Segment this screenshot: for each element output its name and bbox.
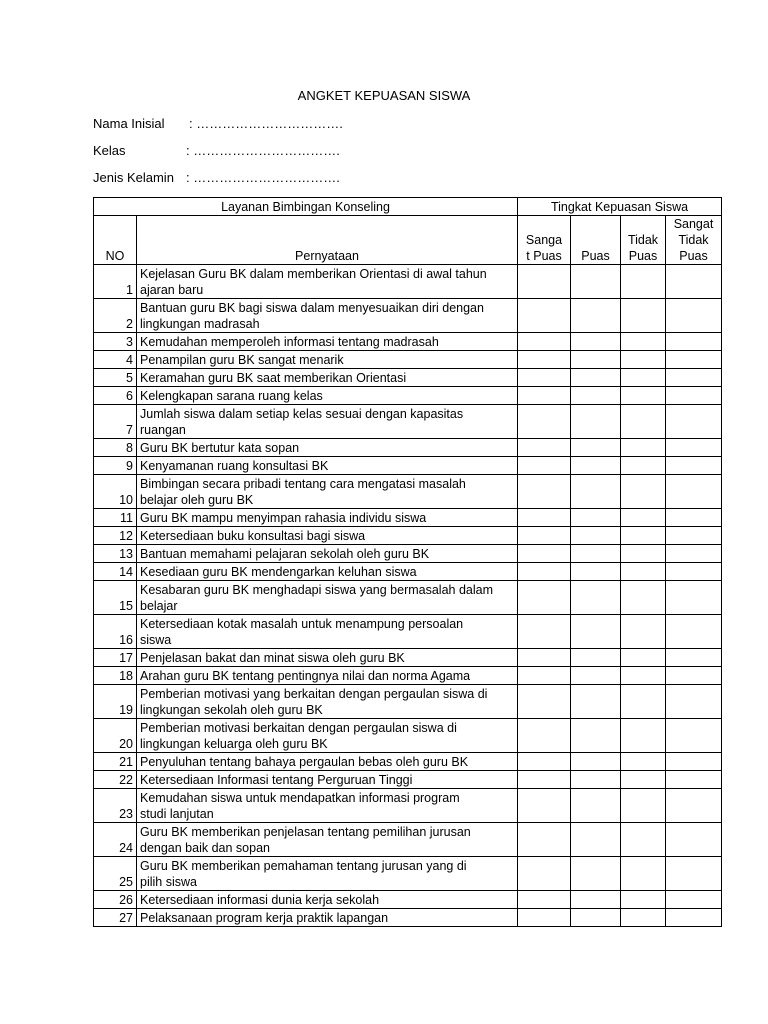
statement-line: Jumlah siswa dalam setiap kelas sesuai dengan kapasitas <box>140 407 464 421</box>
rating-cell-sangat-tidak-puas[interactable] <box>666 265 722 299</box>
table-row <box>94 475 722 509</box>
rating-cell-sangat-tidak-puas[interactable] <box>666 649 722 667</box>
rating-cell-sangat-tidak-puas[interactable] <box>666 439 722 457</box>
statement-line: Kejelasan Guru BK dalam memberikan Orientasi di awal tahun <box>140 267 487 281</box>
rating-cell-tidak-puas[interactable] <box>621 823 666 857</box>
row-number: 11 <box>94 509 137 527</box>
table-row <box>94 823 722 857</box>
rating-cell-sangat-puas[interactable] <box>518 615 571 649</box>
rating-cell-puas[interactable] <box>571 333 621 351</box>
statement-line: Pemberian motivasi berkaitan dengan pergaulan siswa di <box>140 721 457 735</box>
row-number: 9 <box>94 457 137 475</box>
row-number: 19 <box>94 685 137 719</box>
header-tidak-puas <box>621 216 666 265</box>
table-row <box>94 457 722 475</box>
table-row <box>94 615 722 649</box>
statement-cell <box>137 351 518 369</box>
field-blank[interactable]: : ……………………………. <box>189 116 343 131</box>
row-number: 22 <box>94 771 137 789</box>
statement-line: ajaran baru <box>140 283 204 297</box>
rating-cell-puas[interactable] <box>571 719 621 753</box>
statement-line: lingkungan keluarga oleh guru BK <box>140 737 328 751</box>
rating-cell-tidak-puas[interactable] <box>621 509 666 527</box>
rating-cell-sangat-tidak-puas[interactable] <box>666 369 722 387</box>
rating-cell-tidak-puas[interactable] <box>621 909 666 927</box>
rating-cell-sangat-tidak-puas[interactable] <box>666 667 722 685</box>
statement-line: siswa <box>140 633 172 647</box>
statement-cell <box>137 545 518 563</box>
statement-line: Kesabaran guru BK menghadapi siswa yang bermasalah dalam <box>140 583 493 597</box>
statement-line: Kemudahan memperoleh informasi tentang madrasah <box>140 335 439 349</box>
rating-cell-tidak-puas[interactable] <box>621 719 666 753</box>
header-line: Sangat <box>673 217 714 231</box>
table-row <box>94 439 722 457</box>
statement-cell <box>137 299 518 333</box>
statement-line: Ketersediaan Informasi tentang Perguruan Tinggi <box>140 773 413 787</box>
header-group-row <box>94 198 722 216</box>
rating-cell-sangat-puas[interactable] <box>518 771 571 789</box>
statement-line: lingkungan madrasah <box>140 317 260 331</box>
field-jenis-kelamin <box>93 170 340 185</box>
row-number: 8 <box>94 439 137 457</box>
rating-cell-sangat-puas[interactable] <box>518 649 571 667</box>
header-no: NO <box>94 216 137 265</box>
rating-cell-sangat-tidak-puas[interactable] <box>666 351 722 369</box>
rating-cell-sangat-tidak-puas[interactable] <box>666 457 722 475</box>
row-number: 20 <box>94 719 137 753</box>
rating-cell-sangat-puas[interactable] <box>518 545 571 563</box>
row-number: 27 <box>94 909 137 927</box>
statement-line: Penampilan guru BK sangat menarik <box>140 353 344 367</box>
row-number: 6 <box>94 387 137 405</box>
rating-cell-puas[interactable] <box>571 789 621 823</box>
statement-line: Keramahan guru BK saat memberikan Orientasi <box>140 371 407 385</box>
rating-cell-tidak-puas[interactable] <box>621 351 666 369</box>
row-number: 24 <box>94 823 137 857</box>
rating-cell-sangat-puas[interactable] <box>518 405 571 439</box>
rating-cell-sangat-tidak-puas[interactable] <box>666 909 722 927</box>
statement-line: Bantuan memahami pelajaran sekolah oleh guru BK <box>140 547 430 561</box>
statement-cell <box>137 563 518 581</box>
rating-cell-tidak-puas[interactable] <box>621 405 666 439</box>
rating-cell-tidak-puas[interactable] <box>621 649 666 667</box>
statement-line: Pemberian motivasi yang berkaitan dengan pergaulan siswa di <box>140 687 488 701</box>
table-row <box>94 545 722 563</box>
rating-cell-puas[interactable] <box>571 909 621 927</box>
row-number: 18 <box>94 667 137 685</box>
statement-cell <box>137 771 518 789</box>
header-line: t Puas <box>526 249 562 263</box>
table-row <box>94 719 722 753</box>
statement-line: Guru BK memberikan penjelasan tentang pemilihan jurusan <box>140 825 471 839</box>
rating-cell-puas[interactable] <box>571 351 621 369</box>
statement-cell <box>137 685 518 719</box>
rating-cell-puas[interactable] <box>571 545 621 563</box>
statement-cell <box>137 509 518 527</box>
statement-cell <box>137 369 518 387</box>
rating-cell-sangat-puas[interactable] <box>518 527 571 545</box>
rating-cell-tidak-puas[interactable] <box>621 265 666 299</box>
statement-line: ruangan <box>140 423 186 437</box>
row-number: 3 <box>94 333 137 351</box>
table-row <box>94 333 722 351</box>
rating-cell-tidak-puas[interactable] <box>621 333 666 351</box>
statement-line: studi lanjutan <box>140 807 214 821</box>
statement-line: Bimbingan secara pribadi tentang cara mengatasi masalah <box>140 477 466 491</box>
table-row <box>94 789 722 823</box>
rating-cell-tidak-puas[interactable] <box>621 771 666 789</box>
table-row <box>94 509 722 527</box>
field-nama-inisial <box>93 116 343 131</box>
rating-cell-tidak-puas[interactable] <box>621 581 666 615</box>
rating-cell-tidak-puas[interactable] <box>621 891 666 909</box>
rating-cell-sangat-tidak-puas[interactable] <box>666 789 722 823</box>
statement-line: belajar <box>140 599 178 613</box>
header-line: Sanga <box>525 233 563 247</box>
statement-line: Kenyamanan ruang konsultasi BK <box>140 459 329 473</box>
rating-cell-sangat-tidak-puas[interactable] <box>666 685 722 719</box>
row-number: 7 <box>94 405 137 439</box>
rating-cell-sangat-puas[interactable] <box>518 909 571 927</box>
rating-cell-sangat-tidak-puas[interactable] <box>666 891 722 909</box>
table-row <box>94 771 722 789</box>
statement-cell <box>137 615 518 649</box>
statement-cell <box>137 891 518 909</box>
row-number: 12 <box>94 527 137 545</box>
rating-cell-puas[interactable] <box>571 265 621 299</box>
rating-cell-puas[interactable] <box>571 823 621 857</box>
rating-cell-puas[interactable] <box>571 649 621 667</box>
row-number: 14 <box>94 563 137 581</box>
table-row <box>94 685 722 719</box>
row-number: 21 <box>94 753 137 771</box>
rating-cell-puas[interactable] <box>571 387 621 405</box>
rating-cell-tidak-puas[interactable] <box>621 299 666 333</box>
rating-cell-tidak-puas[interactable] <box>621 369 666 387</box>
statement-cell <box>137 405 518 439</box>
header-puas <box>571 216 621 265</box>
rating-cell-puas[interactable] <box>571 299 621 333</box>
statement-cell <box>137 857 518 891</box>
statement-cell <box>137 823 518 857</box>
statement-cell <box>137 457 518 475</box>
rating-cell-puas[interactable] <box>571 857 621 891</box>
statement-line: Ketersediaan kotak masalah untuk menampung persoalan <box>140 617 464 631</box>
rating-cell-sangat-puas[interactable] <box>518 667 571 685</box>
table-row <box>94 405 722 439</box>
statement-cell <box>137 789 518 823</box>
rating-cell-sangat-tidak-puas[interactable] <box>666 771 722 789</box>
rating-cell-tidak-puas[interactable] <box>621 545 666 563</box>
rating-cell-sangat-puas[interactable] <box>518 719 571 753</box>
statement-line: Penyuluhan tentang bahaya pergaulan bebas oleh guru BK <box>140 755 469 769</box>
rating-cell-sangat-tidak-puas[interactable] <box>666 823 722 857</box>
row-number: 13 <box>94 545 137 563</box>
rating-cell-puas[interactable] <box>571 753 621 771</box>
header-pernyataan: Pernyataan <box>137 216 518 265</box>
rating-cell-sangat-tidak-puas[interactable] <box>666 509 722 527</box>
rating-cell-tidak-puas[interactable] <box>621 527 666 545</box>
rating-cell-sangat-tidak-puas[interactable] <box>666 299 722 333</box>
statement-line: Bantuan guru BK bagi siswa dalam menyesuaikan diri dengan <box>140 301 484 315</box>
rating-cell-sangat-puas[interactable] <box>518 581 571 615</box>
rating-cell-sangat-tidak-puas[interactable] <box>666 857 722 891</box>
field-label: Nama Inisial <box>93 116 165 131</box>
field-kelas <box>93 143 340 158</box>
statement-cell <box>137 333 518 351</box>
statement-line: Guru BK memberikan pemahaman tentang jurusan yang di <box>140 859 467 873</box>
rating-cell-sangat-tidak-puas[interactable] <box>666 405 722 439</box>
statement-cell <box>137 265 518 299</box>
statement-cell <box>137 439 518 457</box>
rating-cell-puas[interactable] <box>571 563 621 581</box>
rating-cell-puas[interactable] <box>571 667 621 685</box>
row-number: 26 <box>94 891 137 909</box>
statement-cell <box>137 909 518 927</box>
statement-line: belajar oleh guru BK <box>140 493 254 507</box>
rating-cell-sangat-tidak-puas[interactable] <box>666 563 722 581</box>
table-row <box>94 299 722 333</box>
rating-cell-sangat-puas[interactable] <box>518 265 571 299</box>
statement-line: Ketersediaan buku konsultasi bagi siswa <box>140 529 366 543</box>
statement-cell <box>137 719 518 753</box>
rating-cell-sangat-puas[interactable] <box>518 753 571 771</box>
row-number: 17 <box>94 649 137 667</box>
statement-line: Pelaksanaan program kerja praktik lapangan <box>140 911 389 925</box>
rating-cell-sangat-puas[interactable] <box>518 387 571 405</box>
statement-line: Guru BK bertutur kata sopan <box>140 441 300 455</box>
rating-cell-tidak-puas[interactable] <box>621 475 666 509</box>
rating-cell-sangat-tidak-puas[interactable] <box>666 615 722 649</box>
row-number: 1 <box>94 265 137 299</box>
table-row <box>94 387 722 405</box>
table-row <box>94 581 722 615</box>
table-row <box>94 909 722 927</box>
statement-line: Kelengkapan sarana ruang kelas <box>140 389 323 403</box>
rating-cell-sangat-tidak-puas[interactable] <box>666 581 722 615</box>
table-row <box>94 265 722 299</box>
rating-cell-sangat-puas[interactable] <box>518 475 571 509</box>
table-row <box>94 667 722 685</box>
rating-cell-tidak-puas[interactable] <box>621 753 666 771</box>
rating-cell-sangat-puas[interactable] <box>518 457 571 475</box>
rating-cell-sangat-tidak-puas[interactable] <box>666 527 722 545</box>
rating-cell-sangat-puas[interactable] <box>518 563 571 581</box>
table-row <box>94 369 722 387</box>
field-label: Kelas <box>93 143 126 158</box>
table-row <box>94 753 722 771</box>
rating-cell-sangat-puas[interactable] <box>518 789 571 823</box>
rating-cell-tidak-puas[interactable] <box>621 789 666 823</box>
header-sangat-tidak-puas <box>666 216 722 265</box>
rating-cell-puas[interactable] <box>571 615 621 649</box>
header-line: Tidak <box>678 233 709 247</box>
row-number: 4 <box>94 351 137 369</box>
table-row <box>94 563 722 581</box>
rating-cell-puas[interactable] <box>571 475 621 509</box>
rating-cell-puas[interactable] <box>571 891 621 909</box>
rating-cell-sangat-puas[interactable] <box>518 333 571 351</box>
rating-cell-puas[interactable] <box>571 685 621 719</box>
row-number: 15 <box>94 581 137 615</box>
row-number: 23 <box>94 789 137 823</box>
rating-cell-puas[interactable] <box>571 405 621 439</box>
rating-cell-tidak-puas[interactable] <box>621 667 666 685</box>
table-row <box>94 857 722 891</box>
table-row <box>94 891 722 909</box>
table-row <box>94 527 722 545</box>
rating-cell-sangat-tidak-puas[interactable] <box>666 475 722 509</box>
statement-cell <box>137 475 518 509</box>
rating-cell-tidak-puas[interactable] <box>621 615 666 649</box>
rating-cell-puas[interactable] <box>571 457 621 475</box>
statement-line: pilih siswa <box>140 875 197 889</box>
statement-line: Ketersediaan informasi dunia kerja sekolah <box>140 893 380 907</box>
rating-cell-puas[interactable] <box>571 771 621 789</box>
rating-cell-tidak-puas[interactable] <box>621 685 666 719</box>
rating-cell-sangat-tidak-puas[interactable] <box>666 333 722 351</box>
rating-cell-sangat-puas[interactable] <box>518 439 571 457</box>
rating-cell-tidak-puas[interactable] <box>621 439 666 457</box>
statement-line: Guru BK mampu menyimpan rahasia individu siswa <box>140 511 427 525</box>
header-line: Tidak <box>627 233 659 247</box>
field-label: Jenis Kelamin <box>93 170 174 185</box>
table-row <box>94 649 722 667</box>
survey-table <box>93 197 722 927</box>
statement-cell <box>137 753 518 771</box>
statement-cell <box>137 387 518 405</box>
rating-cell-sangat-tidak-puas[interactable] <box>666 719 722 753</box>
document-title: ANGKET KEPUASAN SISWA <box>297 88 471 103</box>
field-blank[interactable]: : ……………………………. <box>186 143 340 158</box>
table-row <box>94 351 722 369</box>
rating-cell-puas[interactable] <box>571 509 621 527</box>
rating-cell-puas[interactable] <box>571 527 621 545</box>
rating-cell-sangat-puas[interactable] <box>518 857 571 891</box>
statement-line: lingkungan sekolah oleh guru BK <box>140 703 323 717</box>
row-number: 25 <box>94 857 137 891</box>
rating-cell-sangat-puas[interactable] <box>518 351 571 369</box>
rating-cell-sangat-puas[interactable] <box>518 299 571 333</box>
statement-line: Arahan guru BK tentang pentingnya nilai dan norma Agama <box>140 669 471 683</box>
rating-cell-sangat-puas[interactable] <box>518 369 571 387</box>
header-layanan: Layanan Bimbingan Konseling <box>94 198 518 216</box>
statement-cell <box>137 667 518 685</box>
rating-cell-tidak-puas[interactable] <box>621 857 666 891</box>
rating-cell-puas[interactable] <box>571 369 621 387</box>
statement-line: dengan baik dan sopan <box>140 841 270 855</box>
survey-rows <box>94 265 722 927</box>
row-number: 10 <box>94 475 137 509</box>
rating-cell-tidak-puas[interactable] <box>621 387 666 405</box>
rating-cell-sangat-tidak-puas[interactable] <box>666 545 722 563</box>
statement-cell <box>137 649 518 667</box>
row-number: 5 <box>94 369 137 387</box>
rating-cell-sangat-puas[interactable] <box>518 891 571 909</box>
header-line: Puas <box>679 249 708 263</box>
rating-cell-puas[interactable] <box>571 439 621 457</box>
rating-cell-sangat-puas[interactable] <box>518 823 571 857</box>
rating-cell-sangat-puas[interactable] <box>518 685 571 719</box>
statement-cell <box>137 527 518 545</box>
header-line: Puas <box>628 249 658 263</box>
statement-line: Kemudahan siswa untuk mendapatkan informasi program <box>140 791 460 805</box>
rating-cell-puas[interactable] <box>571 581 621 615</box>
header-column-row <box>94 216 722 265</box>
row-number: 2 <box>94 299 137 333</box>
rating-cell-sangat-puas[interactable] <box>518 509 571 527</box>
statement-line: Kesediaan guru BK mendengarkan keluhan siswa <box>140 565 417 579</box>
rating-cell-sangat-tidak-puas[interactable] <box>666 387 722 405</box>
rating-cell-tidak-puas[interactable] <box>621 563 666 581</box>
statement-cell <box>137 581 518 615</box>
rating-cell-sangat-tidak-puas[interactable] <box>666 753 722 771</box>
rating-cell-tidak-puas[interactable] <box>621 457 666 475</box>
header-tingkat-kepuasan: Tingkat Kepuasan Siswa <box>518 198 722 216</box>
field-blank[interactable]: : ……………………………. <box>186 170 340 185</box>
header-line: Puas <box>581 249 610 263</box>
row-number: 16 <box>94 615 137 649</box>
statement-line: Penjelasan bakat dan minat siswa oleh guru BK <box>140 651 405 665</box>
header-sangat-puas <box>518 216 571 265</box>
